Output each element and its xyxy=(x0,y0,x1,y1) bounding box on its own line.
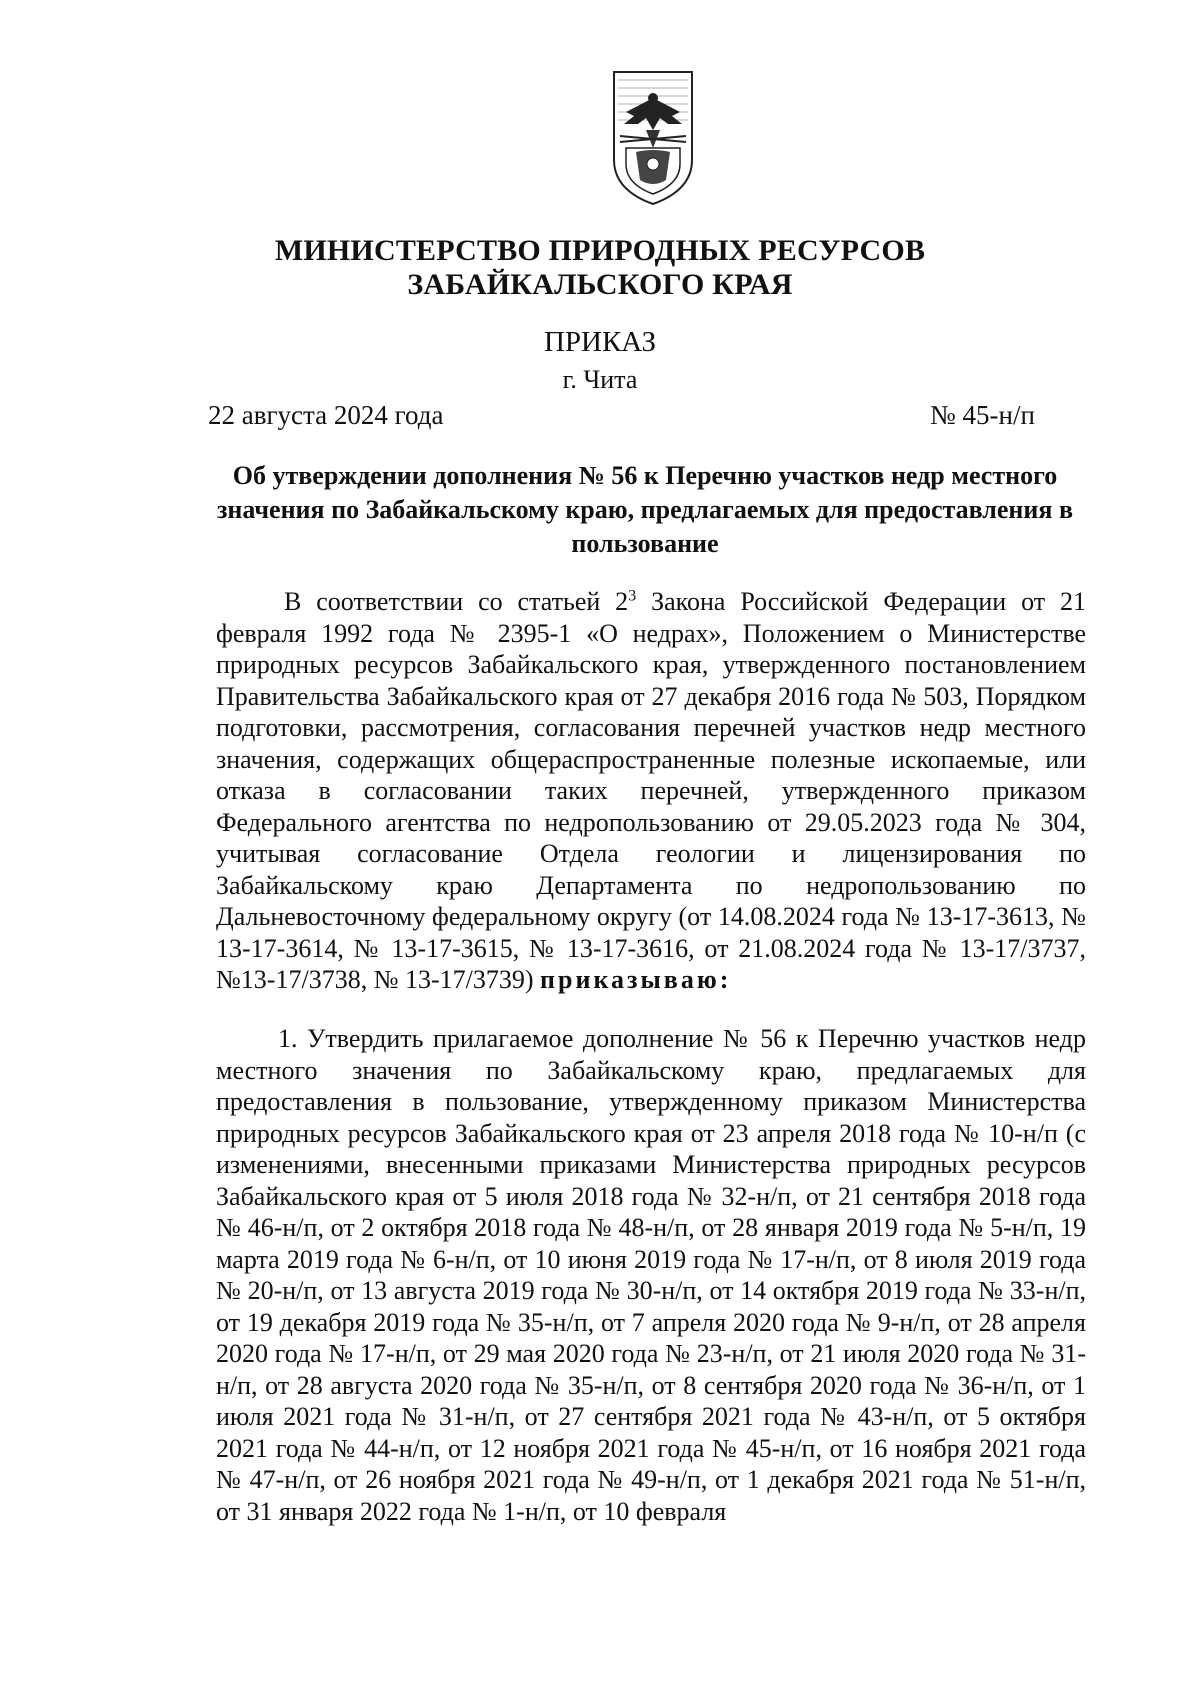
ministry-name-line1: МИНИСТЕРСТВО ПРИРОДНЫХ РЕСУРСОВ xyxy=(274,234,926,267)
article-superscript: 3 xyxy=(628,587,637,605)
preamble-paragraph xyxy=(216,586,1086,996)
document-type: ПРИКАЗ xyxy=(543,326,657,358)
document-subject: Об утверждении дополнения № 56 к Перечню участков недр местного значения по Забайкальскому краю, предлагаемых для предоставления в пользование xyxy=(216,461,1073,558)
preamble-text-rest: Закона Российской Федерации от 21 февраля 1992 года № 2395-1 «О недрах», Положением о Министерстве природных ресурсов Забайкальского края, утвержденного постановлением Правительства Забайкальского края от 27 декабря 2016 года № 503, Порядком подготовки, рассмотрения, согласования перечней участков недр местного значения, содержащих общераспространенные полезные ископаемые, или отказа в согласовании таких перечней, утвержденного приказом Федерального агентства по недропользованию от 29.05.2023 года № 304, учитывая согласование Отдела геологии и лицензирования по Забайкальскому краю Департамента по недропользованию по Дальневосточному федеральному округу (от 14.08.2024 года № 13-17-3613, № 13-17-3614, № 13-17-3615, № 13-17-3616, от 21.08.2024 года № 13-17/3737, №13-17/3738, № 13-17/3739) xyxy=(216,587,1086,994)
city: г. Чита xyxy=(562,365,638,394)
item-1-paragraph: 1. Утвердить прилагаемое дополнение № 56 к Перечню участков недр местного значения по Забайкальскому краю, предлагаемых для предоставления в пользование, утвержденному приказом Министерства природных ресурсов Забайкальского края от 23 апреля 2018 года № 10-н/п (с изменениями, внесенными приказами Министерства природных ресурсов Забайкальского края от 5 июля 2018 года № 32-н/п, от 21 сентября 2018 года № 46-н/п, от 2 октября 2018 года № 48-н/п, от 28 января 2019 года № 5-н/п, 19 марта 2019 года № 6-н/п, от 10 июня 2019 года № 17-н/п, от 8 июля 2019 года № 20-н/п, от 13 августа 2019 года № 30-н/п, от 14 октября 2019 года № 33-н/п, от 19 декабря 2019 года № 35-н/п, от 7 апреля 2020 года № 9-н/п, от 28 апреля 2020 года № 17-н/п, от 29 мая 2020 года № 23-н/п, от 21 июля 2020 года № 31-н/п, от 28 августа 2020 года № 35-н/п, от 8 сентября 2020 года № 36-н/п, от 1 июля 2021 года № 31-н/п, от 27 сентября 2021 года № 43-н/п, от 5 октября 2021 года № 44-н/п, от 12 ноября 2021 года № 45-н/п, от 16 ноября 2021 года № 47-н/п, от 26 ноября 2021 года № 49-н/п, от 1 декабря 2021 года № 51-н/п, от 31 января 2022 года № 1-н/п, от 10 февраля xyxy=(216,1024,1086,1526)
document-date: 22 августа 2024 года xyxy=(208,400,444,430)
decree-word: приказываю: xyxy=(540,965,732,994)
document-number: № 45-н/п xyxy=(930,400,1035,430)
coat-of-arms-icon xyxy=(608,68,698,208)
preamble-text-start: В соответствии со статьей 2 xyxy=(284,587,629,616)
ministry-name-line2: ЗАБАЙКАЛЬСКОГО КРАЯ xyxy=(407,268,793,301)
